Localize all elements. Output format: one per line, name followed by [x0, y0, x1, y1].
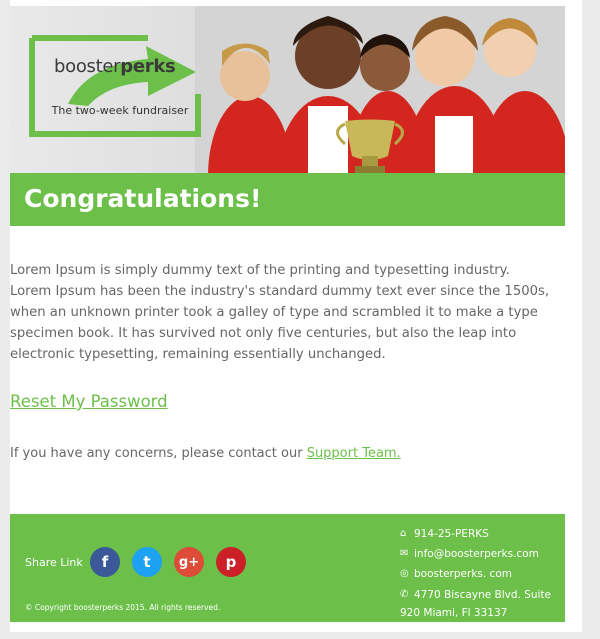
facebook-icon[interactable]: f [90, 547, 120, 577]
footer [10, 514, 565, 622]
copyright-text: © Copyright boosterperks 2015. All rights reserved. [25, 603, 221, 612]
concern-label: If you have any concerns, please contact our [10, 446, 307, 461]
mail-icon: ✉ [400, 548, 409, 559]
address-line1: 4770 Biscayne Blvd. Suite [414, 589, 552, 601]
pinterest-icon[interactable]: p [216, 547, 246, 577]
concern-text [10, 446, 401, 461]
phone-text: 914-25-PERKS [414, 528, 489, 540]
congrats-banner [10, 173, 565, 226]
google-plus-icon[interactable]: g+ [174, 547, 204, 577]
logo-tagline: The two-week fundraiser [51, 104, 189, 117]
globe-icon: ◎ [400, 568, 409, 579]
logo-frame-icon [28, 34, 206, 138]
phone-icon: ✆ [400, 589, 409, 600]
body-paragraph: Lorem Ipsum is simply dummy text of the printing and typesetting industry. Lorem Ipsum has been the industry's standard dummy text ever since the 1500s, when an unknown printer took a galley of type and scrambled it to make a type specimen book. It has survived not only five centuries, but also the leap into electronic typesetting, remaining essentially unchanged. [10, 263, 550, 362]
logo-wordmark: boosterperks [54, 56, 176, 77]
reset-password-link[interactable]: Reset My Password [10, 392, 168, 411]
home-icon: ⌂ [400, 528, 407, 539]
banner-title: Congratulations! [24, 184, 262, 213]
email-link[interactable]: info@boosterperks.com [414, 548, 539, 560]
share-label: Share Link [25, 556, 83, 569]
support-team-link[interactable]: Support Team. [306, 446, 401, 461]
hero-banner-image [10, 6, 565, 173]
website-link[interactable]: boosterperks. com [414, 568, 512, 580]
address-line2: 920 Miami, Fl 33137 [400, 607, 508, 619]
twitter-icon[interactable]: t [132, 547, 162, 577]
contact-info [400, 524, 560, 622]
